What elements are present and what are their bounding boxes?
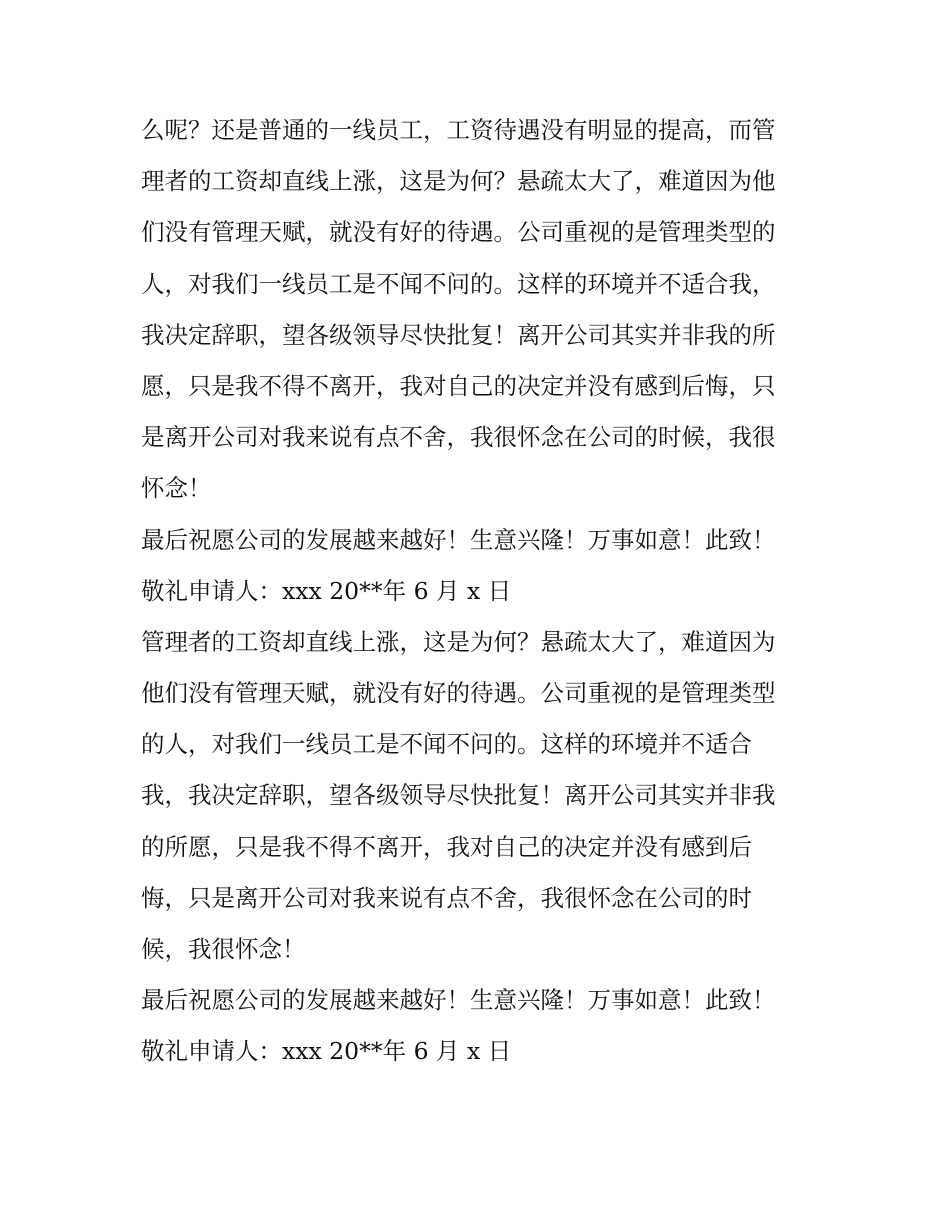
signature-line: 敬礼申请人：xxx 20**年 6 月 x 日 xyxy=(141,576,512,605)
text-line: 最后祝愿公司的发展越来越好！生意兴隆！万事如意！此致！ xyxy=(141,525,776,554)
text-line: 们没有管理天赋，就没有好的待遇。公司重视的是管理类型的 xyxy=(141,218,776,247)
text-line: 最后祝愿公司的发展越来越好！生意兴隆！万事如意！此致！ xyxy=(141,986,776,1015)
text-line: 候，我很怀念！ xyxy=(141,935,306,963)
text-line: 悔，只是离开公司对我来说有点不舍，我很怀念在公司的时 xyxy=(141,883,752,912)
document-body xyxy=(141,105,821,1078)
text-line: 我，我决定辞职，望各级领导尽快批复！离开公司其实并非我 xyxy=(141,781,776,810)
text-line: 管理者的工资却直线上涨，这是为何？悬疏太大了，难道因为 xyxy=(141,627,776,656)
text-line: 怀念！ xyxy=(141,474,212,503)
text-line: 么呢？还是普通的一线员工，工资待遇没有明显的提高，而管 xyxy=(141,116,776,144)
text-line: 理者的工资却直线上涨，这是为何？悬疏太大了，难道因为他 xyxy=(141,167,776,196)
text-line: 愿，只是我不得不离开，我对自己的决定并没有感到后悔，只 xyxy=(141,371,776,400)
text-line: 我决定辞职，望各级领导尽快批复！离开公司其实并非我的所 xyxy=(141,320,776,349)
text-line: 他们没有管理天赋，就没有好的待遇。公司重视的是管理类型 xyxy=(141,679,776,708)
text-line: 的所愿，只是我不得不离开，我对自己的决定并没有感到后 xyxy=(141,832,752,861)
signature-line: 敬礼申请人：xxx 20**年 6 月 x 日 xyxy=(141,1037,512,1066)
text-line: 的人，对我们一线员工是不闻不问的。这样的环境并不适合 xyxy=(141,730,752,759)
text-line: 是离开公司对我来说有点不舍，我很怀念在公司的时候，我很 xyxy=(141,423,776,452)
text-line: 人，对我们一线员工是不闻不问的。这样的环境并不适合我， xyxy=(141,269,776,298)
